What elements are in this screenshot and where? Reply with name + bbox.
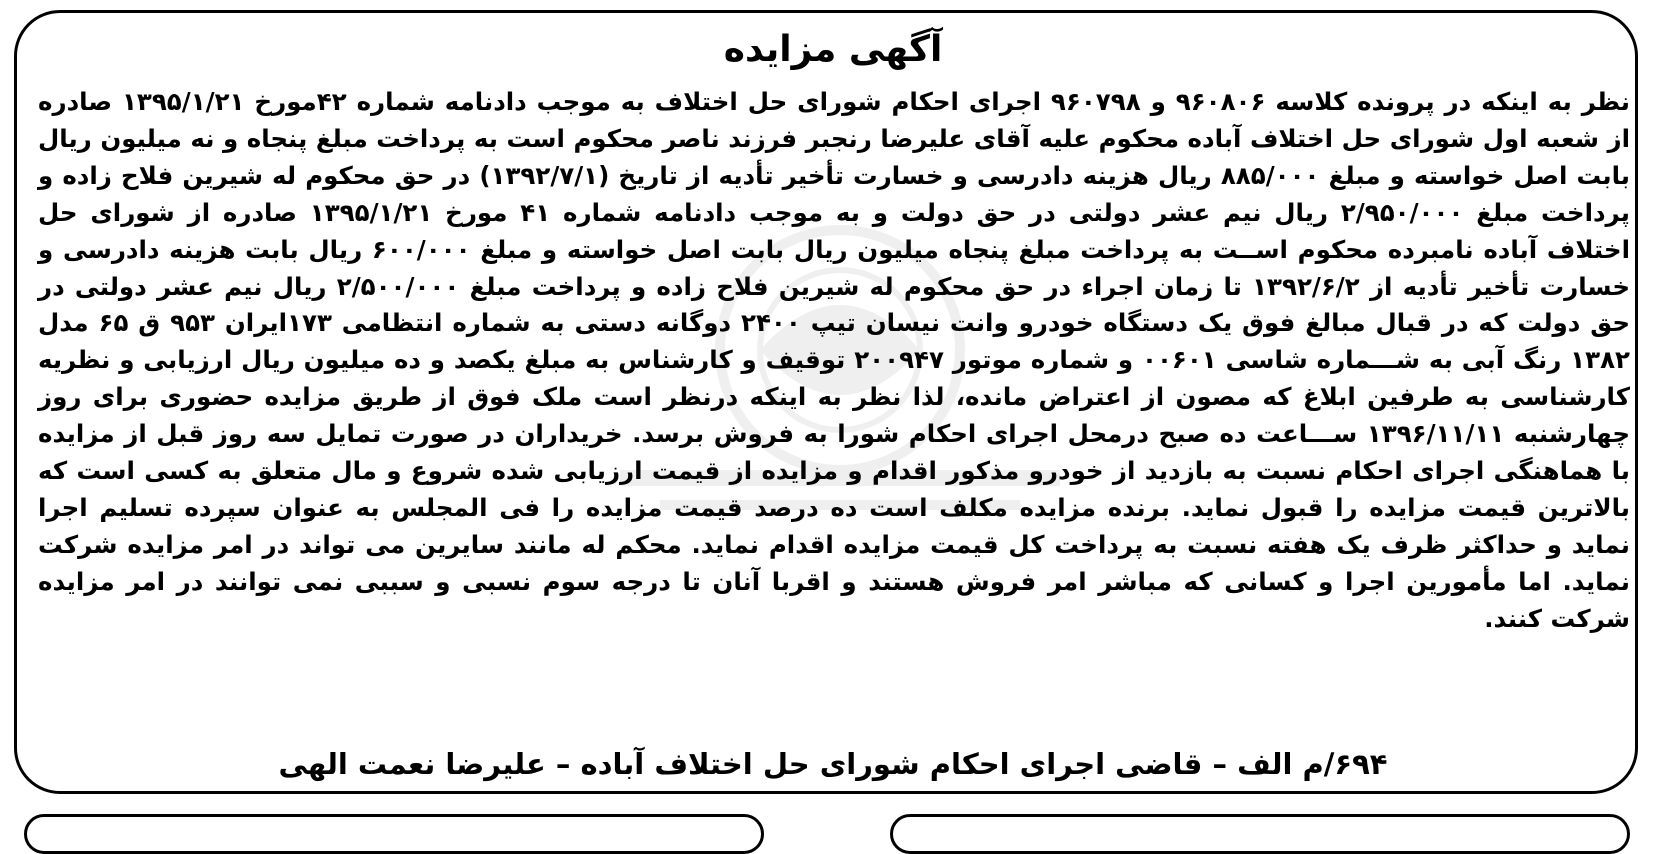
- notice-body: نظر به اینکه در پرونده کلاسه ۹۶۰۸۰۶ و ۹۶۰۷۹۸ اجرای احکام شورای حل اختلاف به موجب دادنامه شماره ۴۲مورخ ۱۳۹۵/۱/۲۱ صادره از شعبه اول شورای حل اختلاف آباده محکوم علیه آقای علیرضا رنجبر فرزند ناصر محکوم است به پرداخت مبلغ پنجاه و نه میلیون ریال بابت اصل خواسته و مبلغ ۸۸۵/۰۰۰ ریال هزینه دادرسی و خسارت تأخیر تأدیه از تاریخ (۱۳۹۲/۷/۱) در حق محکوم له شیرین فلاح زاده و پرداخت مبلغ ۲/۹۵۰/۰۰۰ ریال نیم عشر دولتی در حق دولت و به موجب دادنامه شماره ۴۱ مورخ ۱۳۹۵/۱/۲۱ صادره از شورای حل اختلاف آباده نامبرده محکوم اســت به پرداخت مبلغ پنجاه میلیون ریال بابت اصل خواسته و مبلغ ۶۰۰/۰۰۰ ریال بابت هزینه دادرسی و خسارت تأخیر تأدیه از ۱۳۹۲/۶/۲ تا زمان اجراء در حق محکوم له شیرین فلاح زاده و پرداخت مبلغ ۲/۵۰۰/۰۰۰ ریال نیم عشر دولتی در حق دولت که در قبال مبالغ فوق یک دستگاه خودرو وانت نیسان تیپ ۲۴۰۰ دوگانه دستی به شماره انتظامی ۱۷۳ایران ۹۵۳ ق ۶۵ مدل ۱۳۸۲ رنگ آبی به شـــماره شاسی ۰۰۶۰۱ و شماره موتور ۲۰۰۹۴۷ توقیف و کارشناس به مبلغ یکصد و ده میلیون ریال ارزیابی و نظریه کارشناسی به طرفین ابلاغ که مصون از اعتراض مانده، لذا نظر به اینکه درنظر است ملک فوق از طریق مزایده حضوری برای روز چهارشنبه ۱۳۹۶/۱۱/۱۱ ســـاعت ده صبح درمحل اجرای احکام شورا به فروش برسد. خریداران در صورت تمایل سه روز قبل از مزایده با هماهنگی اجرای احکام نسبت به بازدید از خودرو مذکور اقدام و مزایده از قیمت ارزیابی شده شروع و مال متعلق به کسی است که بالاترین قیمت مزایده را قبول نماید. برنده مزایده مکلف است ده درصد قیمت مزایده را فی المجلس به عنوان سپرده تسلیم اجرا نماید و حداکثر ظرف یک هفته نسبت به پرداخت کل قیمت مزایده اقدام نماید. محکم له مانند سایرین می تواند در امر مزایده شرکت نماید. اما مأمورین اجرا و کسانی که مباشر امر فروش هستند و اقربا آنان تا درجه سوم نسبی و سببی نمی توانند در امر مزایده شرکت کنند.: [38, 87, 1631, 633]
- next-notice-frame-left: [24, 814, 764, 854]
- notice-signature: ۶۹۴/م الف – قاضی اجرای احکام شورای حل اختلاف آباده – علیرضا نعمت الهی: [278, 747, 1388, 781]
- next-notice-frame-right: [890, 814, 1630, 854]
- notice-title: آگهی مزایده: [723, 29, 943, 70]
